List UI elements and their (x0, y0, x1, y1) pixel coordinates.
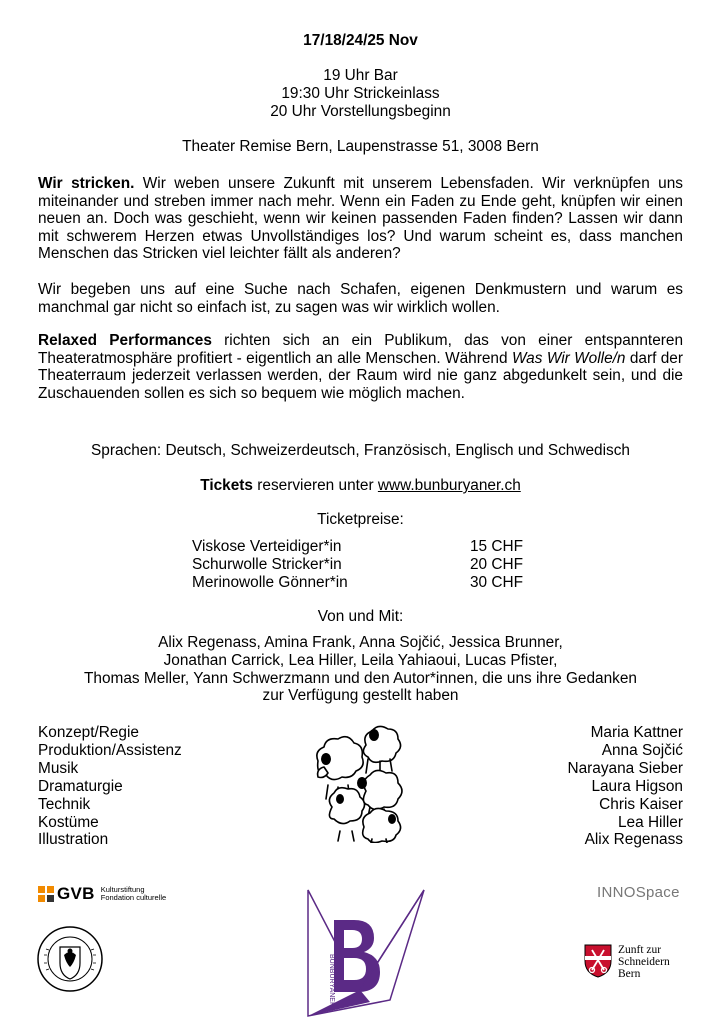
intro-paragraph (38, 175, 683, 263)
tickets-text: reservieren unter (252, 477, 378, 494)
cast-line: zur Verfügung gestellt haben (262, 687, 459, 705)
zunft-logo (584, 944, 670, 980)
schedule-bar: 19 Uhr Bar (323, 67, 398, 84)
languages: Sprachen: Deutsch, Schweizerdeutsch, Französisch, Englisch und Schwedisch (91, 442, 630, 459)
sheep-illustration-icon (310, 723, 420, 843)
credit-name: Alix Regenass (584, 831, 683, 849)
cast-heading: Von und Mit: (317, 608, 404, 625)
schedule-entry: 19:30 Uhr Strickeinlass (281, 85, 440, 102)
bunburyaner-vertical: BUNBURYANER (328, 954, 335, 1008)
price-value: 20 CHF (470, 555, 524, 573)
relaxed-text-b: darf der Theaterraum jederzeit verlassen werden, der Raum wird nie ganz abgedunkelt sein, und die Zuschauenden sollen es sich so bequem wie möglich machen. (38, 349, 683, 402)
bunburyaner-logo (300, 880, 428, 1020)
gvb-subtitle (101, 886, 166, 903)
zunft-line: Bern (618, 968, 641, 980)
price-name: Viskose Verteidiger*in (192, 538, 342, 555)
zunft-shield-icon (584, 944, 612, 978)
credit-name: Lea Hiller (617, 813, 683, 831)
tickets-link[interactable]: www.bunburyaner.ch (377, 477, 521, 494)
credit-roles (38, 724, 182, 849)
credit-name: Narayana Sieber (567, 759, 683, 777)
innospace-logo: INNOSpace (597, 884, 680, 901)
credit-role: Produktion/Assistenz (38, 741, 182, 759)
credit-name: Chris Kaiser (599, 795, 683, 813)
zunft-name (618, 944, 670, 980)
credit-role: Illustration (38, 831, 109, 849)
price-row (192, 538, 532, 556)
cast-line: Alix Regenass, Amina Frank, Anna Sojčić, Jessica Brunner, (158, 634, 563, 651)
credit-role: Technik (38, 795, 91, 813)
relaxed-text-a: richten sich an ein Publikum, das von einer entspannteren Theateratmosphäre profitiert - eigentlich an alle Menschen. Während (38, 332, 683, 367)
price-name: Merinowolle Gönner*in (192, 573, 348, 591)
tickets-line (0, 477, 721, 495)
gvb-logo (38, 884, 166, 904)
gvb-sub-line: Fondation culturelle (100, 893, 167, 902)
prices-heading: Ticketpreise: (317, 511, 404, 528)
price-row (192, 574, 532, 592)
credit-name: Anna Sojčić (601, 741, 683, 759)
credit-role: Kostüme (38, 813, 99, 831)
intro-paragraph-2: Wir begeben uns auf eine Suche nach Schafen, eigenen Denkmustern und warum es manchmal gar nicht so einfach ist, zu sagen was wir wirklich wollen. (38, 281, 683, 316)
zunft-line: Zunft zur (618, 944, 662, 956)
credit-role: Musik (38, 759, 79, 777)
credit-role: Dramaturgie (38, 777, 123, 795)
gvb-name: GVB (57, 884, 95, 903)
cast-list (0, 634, 721, 705)
venue-address: Theater Remise Bern, Laupenstrasse 51, 3008 Bern (182, 138, 539, 155)
intro-lead: Wir stricken. (38, 175, 135, 192)
event-dates: 17/18/24/25 Nov (303, 32, 418, 49)
cast-line: Thomas Meller, Yann Schwerzmann und den Autor*innen, die uns ihre Gedanken (84, 669, 637, 687)
guild-seal-icon (36, 925, 104, 993)
schedule-start: 20 Uhr Vorstellungsbeginn (270, 103, 451, 120)
price-list (192, 538, 532, 591)
credit-role: Konzept/Regie (38, 724, 139, 741)
price-row (192, 556, 532, 574)
cast-line: Jonathan Carrick, Lea Hiller, Leila Yahiaoui, Lucas Pfister, (163, 651, 558, 669)
price-value: 30 CHF (470, 573, 524, 591)
credit-names (568, 724, 684, 849)
show-title: Was Wir Wolle/n (511, 349, 626, 367)
credit-name: Maria Kattner (590, 724, 683, 741)
schedule (0, 67, 721, 121)
relaxed-paragraph (38, 332, 683, 402)
price-name: Schurwolle Stricker*in (192, 555, 342, 573)
gvb-sub-line: Kulturstiftung (100, 884, 145, 894)
gvb-mark-icon (38, 886, 54, 902)
relaxed-lead: Relaxed Performances (38, 332, 212, 349)
tickets-lead: Tickets (200, 477, 253, 494)
price-value: 15 CHF (470, 538, 524, 555)
credit-name: Laura Higson (591, 777, 683, 795)
intro-text: Wir weben unsere Zukunft mit unserem Lebensfaden. Wir verknüpfen uns miteinander und streben immer nach mehr. Wenn ein Faden zu Ende geht, knüpfen wir einen neuen an. Doch was geschieht, wenn wir keinen passenden Faden finden? Lassen wir dann mit schwerem Herzen etwas Unvollständiges los? Und warum scheint es, dass manchen Menschen das Stricken viel leichter fällt als anderen? (38, 175, 683, 263)
zunft-line: Schneidern (618, 956, 670, 968)
